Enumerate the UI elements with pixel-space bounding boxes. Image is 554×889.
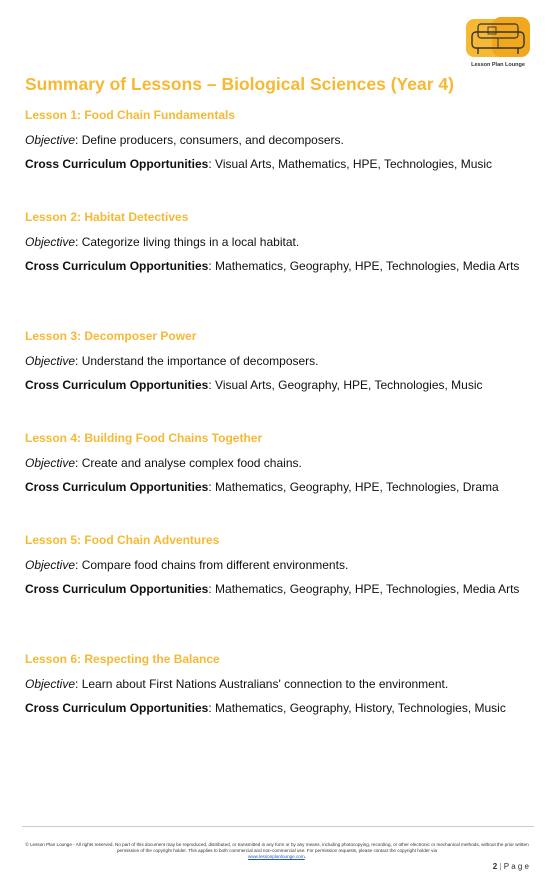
objective-label: Objective <box>25 456 76 470</box>
cross-text: : Mathematics, Geography, HPE, Technologies, Drama <box>208 480 499 494</box>
lesson-5 <box>25 532 530 598</box>
cross-label: Cross Curriculum Opportunities <box>25 582 209 596</box>
lesson-cross-curriculum <box>25 700 530 717</box>
lesson-title: Lesson 4: Building Food Chains Together <box>25 431 263 445</box>
lesson-cross-curriculum <box>25 258 530 275</box>
cross-label: Cross Curriculum Opportunities <box>25 378 209 392</box>
lesson-1 <box>25 107 530 173</box>
page-number-separator: | <box>497 862 504 871</box>
lesson-objective <box>25 132 530 148</box>
footer-copyright <box>24 842 530 860</box>
cross-text: : Visual Arts, Geography, HPE, Technologies, Music <box>208 378 483 392</box>
lesson-objective <box>25 353 530 369</box>
objective-label: Objective <box>25 354 76 368</box>
lesson-title: Lesson 1: Food Chain Fundamentals <box>25 108 236 122</box>
objective-label: Objective <box>25 235 76 249</box>
lesson-3 <box>25 328 530 394</box>
page-label: P a g e <box>503 862 529 871</box>
cross-label: Cross Curriculum Opportunities <box>25 480 209 494</box>
objective-label: Objective <box>25 677 76 691</box>
cross-label: Cross Curriculum Opportunities <box>25 157 209 171</box>
lesson-cross-curriculum <box>25 377 530 394</box>
objective-text: : Define producers, consumers, and decomposers. <box>75 133 344 147</box>
lesson-cross-curriculum <box>25 479 530 496</box>
logo-text: Lesson Plan Lounge <box>471 62 525 68</box>
cross-text: : Visual Arts, Mathematics, HPE, Technologies, Music <box>208 157 493 171</box>
lesson-cross-curriculum <box>25 156 530 173</box>
objective-text: : Create and analyse complex food chains. <box>75 456 302 470</box>
page-number <box>493 862 529 871</box>
cross-text: : Mathematics, Geography, HPE, Technologies, Media Arts <box>208 259 520 273</box>
lesson-objective <box>25 557 530 573</box>
lesson-title: Lesson 5: Food Chain Adventures <box>25 533 220 547</box>
cross-text: : Mathematics, Geography, HPE, Technologies, Media Arts <box>208 582 520 596</box>
lesson-objective <box>25 455 530 471</box>
lesson-2 <box>25 209 530 275</box>
lesson-title: Lesson 2: Habitat Detectives <box>25 210 189 224</box>
lesson-title: Lesson 6: Respecting the Balance <box>25 652 220 666</box>
copyright-suffix: . <box>304 854 306 859</box>
cross-label: Cross Curriculum Opportunities <box>25 259 209 273</box>
lesson-6 <box>25 651 530 717</box>
cross-label: Cross Curriculum Opportunities <box>25 701 209 715</box>
lesson-cross-curriculum <box>25 581 530 598</box>
footer-divider <box>22 826 534 827</box>
website-link[interactable]: www.lessonplanlounge.com <box>248 854 305 859</box>
lesson-title: Lesson 3: Decomposer Power <box>25 329 197 343</box>
objective-text: : Understand the importance of decomposers. <box>75 354 319 368</box>
lesson-4 <box>25 430 530 496</box>
copyright-text: © Lesson Plan Lounge - All rights reserved. No part of this document may be reproduced, distributed, or transmitted in any form or by any means, including photocopying, recording, or other electronic or mechanical methods, without the prior written permission of the copyright holder. This applies to both commercial and non-commercial use. For permission requests, please contact the copyright holder via <box>25 842 529 853</box>
page-number-value: 2 <box>492 862 498 871</box>
objective-text: : Categorize living things in a local habitat. <box>75 235 300 249</box>
lesson-objective <box>25 676 530 692</box>
lesson-objective <box>25 234 530 250</box>
brand-logo <box>464 16 532 72</box>
objective-text: : Learn about First Nations Australians' connection to the environment. <box>75 677 449 691</box>
sofa-logo-icon <box>464 16 532 60</box>
objective-text: : Compare food chains from different environments. <box>75 558 349 572</box>
objective-label: Objective <box>25 133 76 147</box>
objective-label: Objective <box>25 558 76 572</box>
page-title: Summary of Lessons – Biological Sciences (Year 4) <box>25 74 454 94</box>
cross-text: : Mathematics, Geography, History, Technologies, Music <box>208 701 506 715</box>
